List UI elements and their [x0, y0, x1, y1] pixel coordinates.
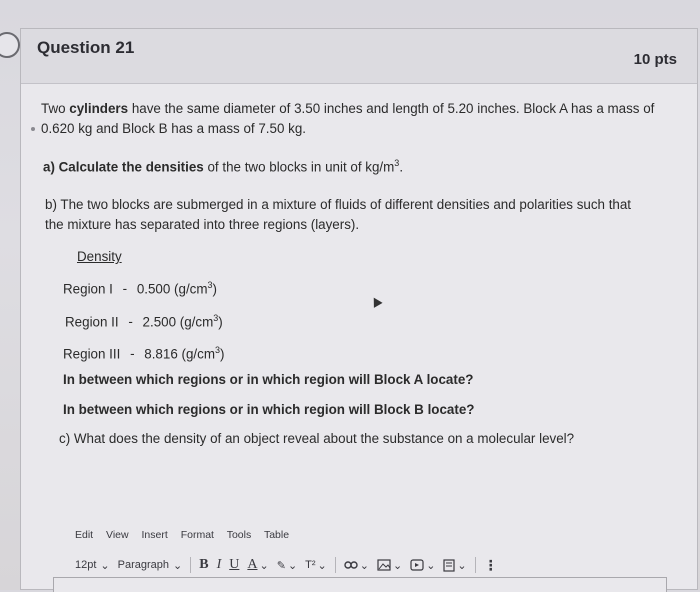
intro-text: Two: [41, 101, 70, 116]
link-button[interactable]: [344, 559, 369, 572]
highlight-icon: ✎: [276, 559, 286, 572]
question-block-a: In between which regions or in which region will Block A locate?: [63, 372, 474, 387]
embed-button[interactable]: [410, 559, 435, 572]
region-close: ): [220, 346, 225, 362]
italic-button[interactable]: I: [216, 557, 222, 572]
chevron-down-icon: ⌄: [100, 559, 110, 572]
question-header: [21, 29, 697, 84]
region-close: ): [212, 281, 218, 297]
block-style-select[interactable]: [118, 559, 183, 572]
part-b-line-1: b) The two blocks are submerged in a mixture of fluids of different densities and polarities such that: [45, 197, 632, 212]
previous-question-icon[interactable]: [0, 32, 20, 58]
part-a-text: of the two blocks in unit of kg/m: [203, 159, 395, 175]
toolbar-divider: [475, 557, 476, 573]
part-a: [43, 153, 403, 177]
font-size-value: 12pt: [75, 559, 97, 571]
region-sep: -: [128, 314, 133, 330]
highlight-button[interactable]: [277, 559, 297, 572]
region-name: Region I: [63, 281, 113, 297]
chevron-down-icon: ⌄: [359, 559, 369, 572]
question-points: 10 pts: [633, 51, 677, 68]
menu-tools[interactable]: Tools: [226, 529, 252, 541]
menu-insert[interactable]: Insert: [141, 529, 168, 541]
image-button[interactable]: [377, 559, 402, 572]
part-a-sup: 3: [394, 158, 400, 168]
question-card: [20, 28, 698, 590]
region-row: [65, 308, 223, 332]
text-color-icon: A: [247, 557, 258, 572]
menu-edit[interactable]: Edit: [75, 529, 94, 541]
more-options-icon[interactable]: ⋮: [483, 556, 498, 573]
chevron-down-icon: ⌄: [317, 559, 327, 572]
text-color-button[interactable]: [247, 557, 268, 573]
part-c: c) What does the density of an object reveal about the substance on a molecular level?: [59, 431, 575, 446]
chevron-down-icon: ⌄: [287, 559, 298, 572]
superscript-button[interactable]: [305, 559, 327, 572]
region-row: [63, 340, 224, 364]
image-icon: [377, 559, 391, 571]
document-button[interactable]: [443, 559, 466, 572]
region-value: 8.816 (g/cm: [144, 346, 215, 362]
underline-button[interactable]: U: [229, 557, 240, 572]
region-sep: -: [122, 281, 128, 297]
chevron-down-icon: ⌄: [457, 559, 467, 572]
question-title: Question 21: [37, 38, 135, 57]
menu-view[interactable]: View: [106, 529, 129, 541]
part-a-bold: a) Calculate the densities: [43, 159, 204, 175]
region-sup: 3: [213, 313, 219, 323]
region-name: Region II: [65, 314, 119, 330]
bullet-dot-icon: [31, 127, 35, 131]
intro-bold: cylinders: [69, 101, 129, 116]
link-icon: [344, 560, 358, 570]
part-a-end: .: [399, 159, 404, 175]
font-size-select[interactable]: [75, 559, 110, 572]
chevron-down-icon: ⌄: [426, 559, 436, 572]
toolbar-divider: [335, 557, 336, 573]
mouse-cursor-icon: [369, 295, 382, 308]
chevron-down-icon: ⌄: [259, 559, 269, 572]
region-name: Region III: [63, 346, 121, 362]
intro-text-cont: have the same diameter of 3.50 inches and length of 5.20 inches. Block A has a mass of: [128, 101, 655, 116]
intro-line-1: [41, 99, 654, 119]
menu-format[interactable]: Format: [180, 529, 214, 541]
superscript-icon: T²: [305, 559, 316, 571]
editor-menubar: [75, 529, 299, 541]
region-row: [63, 275, 217, 299]
region-sup: 3: [207, 280, 213, 290]
chevron-down-icon: ⌄: [173, 559, 183, 572]
question-block-b: In between which regions or in which region will Block B locate?: [63, 402, 475, 417]
bold-button[interactable]: B: [199, 557, 209, 572]
chevron-down-icon: ⌄: [392, 559, 403, 572]
embed-icon: [410, 559, 424, 571]
block-style-value: Paragraph: [117, 559, 170, 571]
menu-table[interactable]: Table: [263, 529, 290, 541]
region-sup: 3: [214, 345, 220, 355]
region-sep: -: [130, 346, 135, 362]
document-icon: [443, 559, 455, 572]
toolbar-divider: [190, 557, 191, 573]
editor-toolbar: [75, 555, 498, 575]
density-header: Density: [77, 249, 122, 264]
region-close: ): [218, 314, 223, 330]
region-value: 0.500 (g/cm: [136, 281, 208, 297]
region-value: 2.500 (g/cm: [142, 314, 214, 330]
intro-line-2: 0.620 kg and Block B has a mass of 7.50 kg.: [41, 121, 306, 136]
part-b-line-2: the mixture has separated into three regions (layers).: [45, 217, 360, 232]
